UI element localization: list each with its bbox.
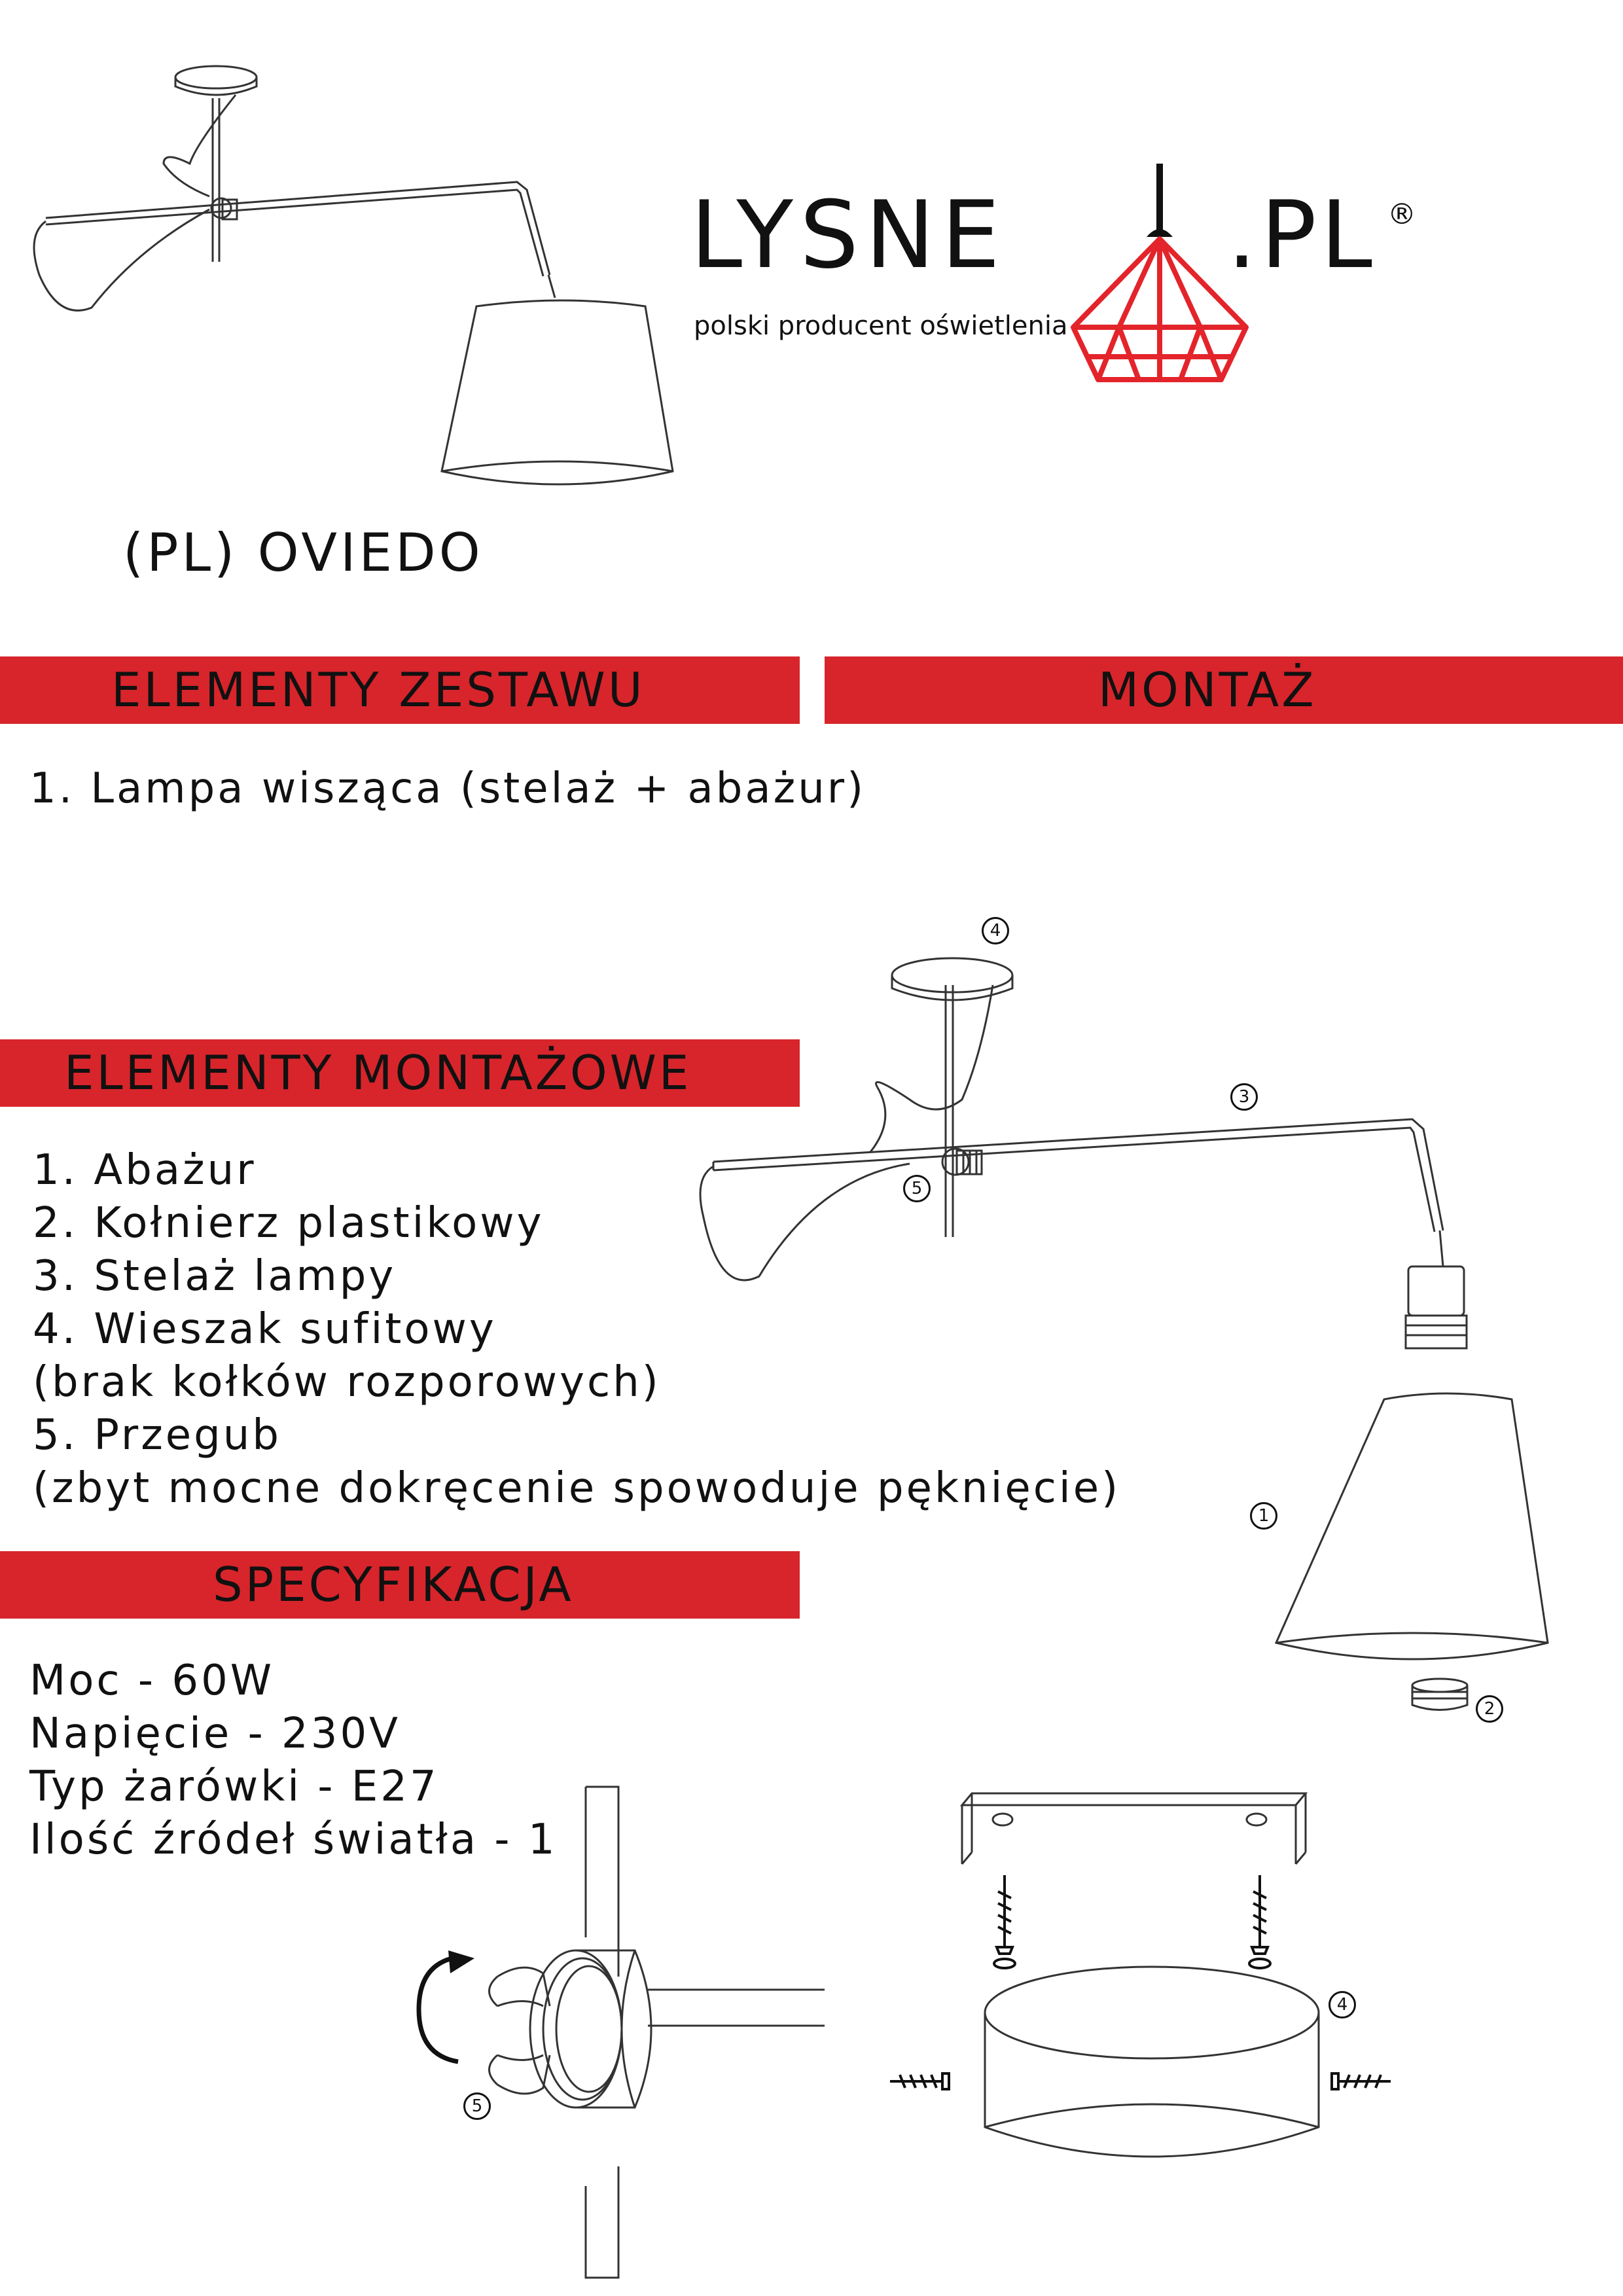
callout-shade: 1 [1250,1502,1277,1530]
spec-item: Napięcie - 230V [29,1710,401,1758]
kit-item: 1. Lampa wisząca (stelaż + abażur) [29,764,866,813]
brand-tagline: polski producent oświetlenia [694,311,1068,341]
mounting-elements-heading: ELEMENTY MONTAŻOWE [64,1045,692,1100]
list-item: 1. Abażur [33,1146,257,1194]
list-item: 5. Przegub [33,1411,281,1460]
callout-frame: 3 [1230,1083,1258,1111]
spec-item: Typ żarówki - E27 [29,1763,439,1811]
screw-icon [887,2068,959,2094]
brand-domain: .PL [1227,181,1376,289]
list-item: 4. Wieszak sufitowy [33,1305,497,1354]
screw-icon [1247,1872,1273,1970]
assembly-heading: MONTAŻ [1098,662,1317,717]
rotate-arrow-icon [412,1944,491,2075]
callout-joint: 5 [903,1175,931,1202]
registered-mark: ® [1387,198,1416,231]
list-item: (zbyt mocne dokręcenie spowoduje pęknięcie) [33,1464,1121,1513]
list-item: 3. Stelaż lampy [33,1252,397,1300]
brand-logo [690,183,1423,393]
screw-icon [1322,2068,1394,2094]
spec-item: Moc - 60W [29,1657,275,1705]
product-title: (PL) OVIEDO [123,522,484,583]
diamond-pendant-logo-icon [1060,164,1257,399]
callout-joint-detail: 5 [463,2092,491,2120]
lamp-overview-illustration [0,0,707,511]
brand-name: LYSNE [690,181,1007,289]
exploded-assembly-diagram [674,903,1623,1754]
callout-ceiling-hanger: 4 [982,917,1009,944]
kit-elements-heading: ELEMENTY ZESTAWU [111,662,645,717]
spec-item: Ilość źródeł światła - 1 [29,1816,558,1864]
list-item: 2. Kołnierz plastikowy [33,1199,544,1247]
specification-heading: SPECYFIKACJA [213,1557,574,1612]
list-item: (brak kołków rozporowych) [33,1358,661,1407]
callout-collar: 2 [1476,1695,1503,1723]
screw-icon [991,1872,1018,1970]
callout-ceiling-hanger-detail: 4 [1329,1991,1356,2018]
